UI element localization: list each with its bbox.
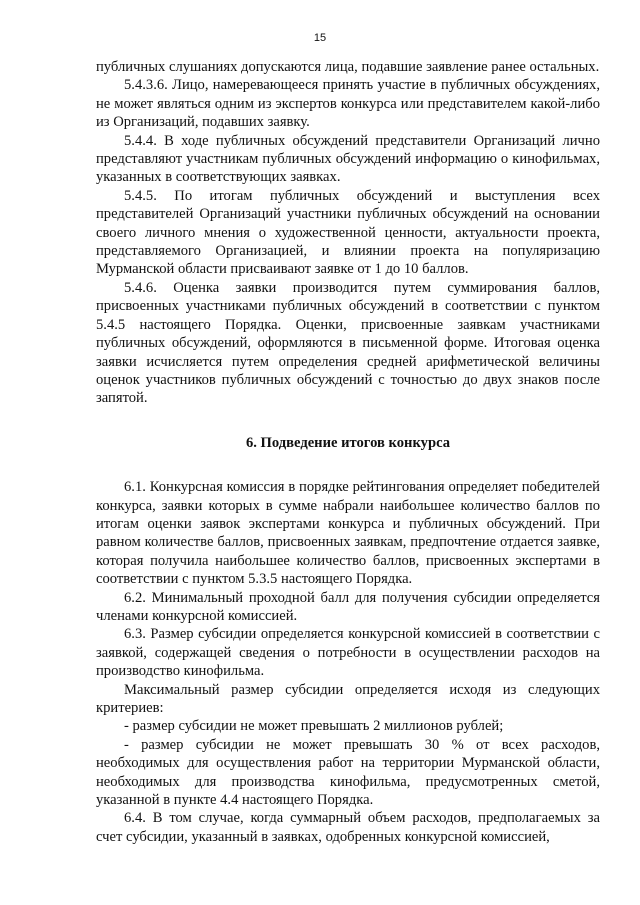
paragraph: 6.2. Минимальный проходной балл для получения субсидии определяется членами конкурсной комиссией.	[96, 589, 600, 624]
paragraph: публичных слушаниях допускаются лица, подавшие заявление ранее остальных.	[96, 59, 600, 75]
paragraph: - размер субсидии не может превышать 30 % от всех расходов, необходимых для осуществления работ на территории Мурманской области, необходимых для производства кинофильма, предусмотренных сметой, указанной в пункте 4.4 настоящего Порядка.	[96, 736, 600, 809]
paragraph: Максимальный размер субсидии определяется исходя из следующих критериев:	[96, 681, 600, 716]
paragraph: 5.4.6. Оценка заявки производится путем суммирования баллов, присвоенных участниками публичных обсуждений в соответствии с пунктом 5.4.5 настоящего Порядка. Оценки, присвоенные заявкам участниками публичных обсуждений, оформляются в письменной форме. Итоговая оценка заявки исчисляется путем определения средней арифметической величины оценок участников публичных обсуждений с точностью до двух знаков после запятой.	[96, 279, 600, 407]
paragraph: 5.4.3.6. Лицо, намеревающееся принять участие в публичных обсуждениях, не может являться одним из экспертов конкурса или представителем какой-либо из Организаций, подавших заявку.	[96, 77, 600, 131]
paragraph: 5.4.4. В ходе публичных обсуждений представители Организаций лично представляют участникам публичных обсуждений информацию о кинофильмах, указанных в соответствующих заявках.	[96, 132, 600, 186]
page-number: 15	[313, 32, 327, 44]
paragraph: 5.4.5. По итогам публичных обсуждений и выступления всех представителей Организаций участники публичных обсуждений на основании своего личного мнения о художественной ценности, актуальности проекта, представляемого Организацией, и влиянии проекта на популяризацию Мурманской области присваивают заявке от 1 до 10 баллов.	[96, 187, 600, 278]
paragraph: 6.4. В том случае, когда суммарный объем расходов, предполагаемых за счет субсидии, указанный в заявках, одобренных конкурсной комиссией,	[96, 810, 600, 845]
document-body	[96, 58, 600, 846]
section-heading: 6. Подведение итогов конкурса	[245, 434, 451, 451]
paragraph: - размер субсидии не может превышать 2 миллионов рублей;	[124, 718, 504, 735]
paragraph: 6.1. Конкурсная комиссия в порядке рейтингования определяет победителей конкурса, заявки которых в сумме набрали наибольшее количество баллов по итогам оценки заявок экспертами конкурса и публичных обсуждений. При равном количестве баллов, присвоенных заявкам, предпочтение отдается заявке, которая получила наибольшее количество баллов, присвоенных экспертами в соответствии с пунктом 5.3.5 настоящего Порядка.	[96, 479, 600, 588]
paragraph: 6.3. Размер субсидии определяется конкурсной комиссией в соответствии с заявкой, содержащей сведения о потребности в осуществлении расходов на производство кинофильма.	[96, 626, 600, 680]
